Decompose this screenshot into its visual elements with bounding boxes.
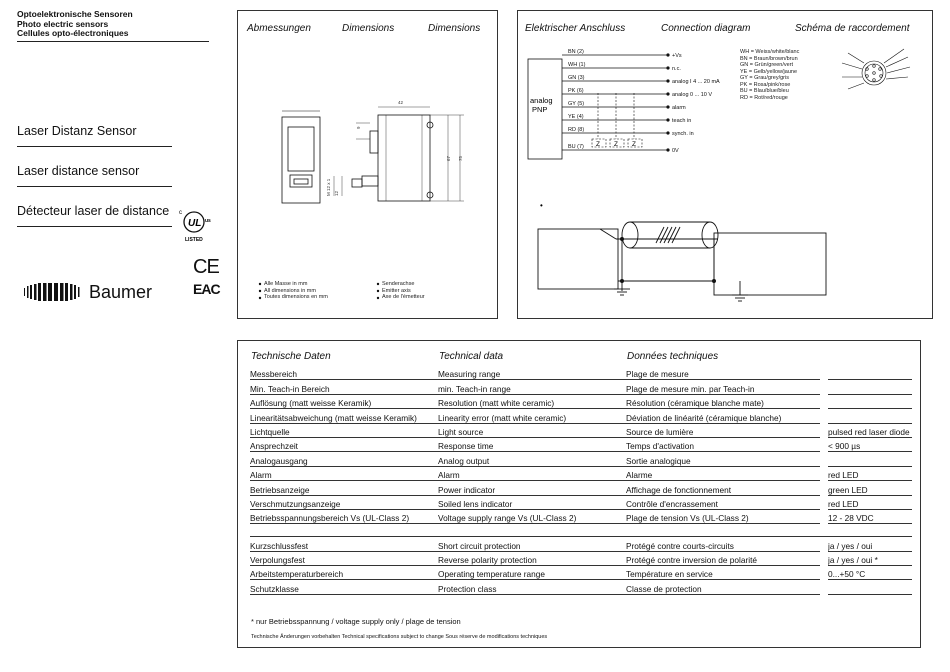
- cell-fr: Protégé contre inversion de polarité: [626, 551, 820, 565]
- cell-fr: Protégé contre courts-circuits: [626, 537, 820, 551]
- cell-gap: [820, 409, 828, 423]
- table-row: [250, 394, 912, 408]
- cell-en: Response time: [438, 437, 626, 451]
- zener-3: Z: [632, 141, 636, 148]
- cell-gap: [820, 509, 828, 523]
- svg-text:us: us: [205, 218, 211, 224]
- cell-de: Betriebsspannungsbereich Vs (UL-Class 2): [250, 509, 438, 523]
- cell-en: Measuring range: [438, 366, 626, 380]
- cell-gap: [820, 537, 828, 551]
- ul-listed-mark: [178, 208, 218, 244]
- wire-terminal: [667, 54, 669, 56]
- wire-signal: analog I 4 ... 20 mA: [672, 79, 720, 85]
- legend-left-de: Alle Masse in mm: [264, 281, 308, 287]
- cell-de: Lichtquelle: [250, 423, 438, 437]
- dimension-drawing: [238, 11, 497, 318]
- cell-en: Linearity error (matt white ceramic): [438, 409, 626, 423]
- svg-text:c: c: [179, 210, 182, 216]
- table-row: [250, 466, 912, 480]
- svg-text:M 12 x 1: M 12 x 1: [326, 178, 331, 196]
- wire-signal: 0V: [672, 148, 679, 154]
- cell-de: Messbereich: [250, 366, 438, 380]
- header-block: [17, 10, 209, 42]
- cell-fr: Sortie analogique: [626, 452, 820, 466]
- cell-val: [828, 366, 912, 380]
- wire-signal: synch. in: [672, 131, 694, 137]
- cell-de: Min. Teach-in Bereich: [250, 380, 438, 394]
- wire-terminal: [667, 93, 669, 95]
- cell-val: pulsed red laser diode: [828, 423, 912, 437]
- ce-mark: CE: [193, 256, 219, 278]
- legend-right-fr: Axe de l'émetteur: [382, 294, 425, 300]
- cell-val: [828, 380, 912, 394]
- wire-signal: teach in: [672, 118, 692, 124]
- cell-de: Verschmutzungsanzeige: [250, 495, 438, 509]
- conn-title-en: Connection diagram: [661, 23, 751, 34]
- table-row: [250, 551, 912, 565]
- cell-de: Linearitätsabweichung (matt weisse Keramik): [250, 409, 438, 423]
- svg-text:67: 67: [446, 155, 451, 161]
- wire-code: YE (4): [568, 114, 584, 120]
- cell-val: red LED: [828, 495, 912, 509]
- cell-val: 0...+50 °C: [828, 566, 912, 580]
- cell-val: ja / yes / oui: [828, 537, 912, 551]
- legend-ye: YE = Gelb/yellow/jaune: [740, 68, 798, 75]
- wire-terminal: [667, 119, 669, 121]
- table-row: [250, 437, 912, 451]
- cell-val: ja / yes / oui *: [828, 551, 912, 565]
- wire-signal: n.c.: [672, 66, 681, 72]
- cell-val: 12 - 28 VDC: [828, 509, 912, 523]
- cell-de: Arbeitstemperaturbereich: [250, 566, 438, 580]
- cell-en: min. Teach-in range: [438, 380, 626, 394]
- title-en: Laser distance sensor: [17, 164, 172, 187]
- cell-gap: [820, 566, 828, 580]
- cell-empty: [820, 524, 828, 537]
- wire-signal: alarm: [672, 105, 686, 111]
- cell-val: [828, 580, 912, 594]
- legend-gy: GY = Grau/grey/gris: [740, 75, 789, 81]
- cell-de: Alarm: [250, 466, 438, 480]
- cell-fr: Affichage de fonctionnement: [626, 481, 820, 495]
- legend-rd: RD = Rot/red/rouge: [740, 94, 788, 101]
- cell-gap: [820, 580, 828, 594]
- wire-terminal: [667, 149, 669, 151]
- table-row: [250, 495, 912, 509]
- cell-fr: Plage de tension Vs (UL-Class 2): [626, 509, 820, 523]
- wire-terminal: [667, 80, 669, 82]
- cell-en: Power indicator: [438, 481, 626, 495]
- cell-empty: [828, 524, 912, 537]
- legend-right-de: Senderachse: [382, 281, 415, 287]
- cell-val: [828, 394, 912, 408]
- wire-code: BN (2): [568, 49, 584, 55]
- cell-fr: Déviation de linéarité (céramique blanche): [626, 409, 820, 423]
- cell-val: red LED: [828, 466, 912, 480]
- wire-code: GY (5): [568, 101, 585, 107]
- wire-code: GN (3): [568, 75, 585, 81]
- dim-title-en: Dimensions: [342, 23, 395, 34]
- cell-fr: Plage de mesure: [626, 366, 820, 380]
- wire-signal: +Vs: [672, 53, 682, 59]
- baumer-logo-icon: [24, 283, 82, 301]
- header-line-en: Photo electric sensors: [17, 18, 109, 29]
- wire-code: BU (7): [568, 144, 584, 150]
- cell-en: Soiled lens indicator: [438, 495, 626, 509]
- legend-dimensions: [264, 281, 328, 301]
- table-row: [250, 423, 912, 437]
- wire-code: RD (8): [568, 127, 585, 133]
- cell-empty: [438, 524, 626, 537]
- cell-gap: [820, 466, 828, 480]
- zener-1: Z: [596, 141, 600, 148]
- cell-en: Protection class: [438, 580, 626, 594]
- table-row: [250, 509, 912, 523]
- ul-listed-label: LISTED: [185, 237, 203, 243]
- cell-en: Operating temperature range: [438, 566, 626, 580]
- footer-disclaimer: Technische Änderungen vorbehalten Technical specifications subject to change Sous réserve de modifications techniques: [251, 634, 548, 640]
- cell-en: Analog output: [438, 452, 626, 466]
- legend-bn: BN = Braun/brown/brun: [740, 55, 798, 62]
- cell-fr: Temps d'activation: [626, 437, 820, 451]
- connection-drawing: [518, 11, 932, 318]
- table-row: [250, 380, 912, 394]
- header-line-de: Optoelektronische Sensoren: [17, 9, 133, 19]
- cell-fr: Alarme: [626, 466, 820, 480]
- block-label-analog: analog: [530, 96, 553, 105]
- title-fr: Détecteur laser de distance: [17, 204, 172, 227]
- table-row: [250, 566, 912, 580]
- cell-de: Betriebsanzeige: [250, 481, 438, 495]
- cell-en: Short circuit protection: [438, 537, 626, 551]
- dim-title-de: Abmessungen: [247, 23, 311, 34]
- legend-pk: PK = Rosa/pink/rose: [740, 81, 791, 88]
- cell-gap: [820, 366, 828, 380]
- legend-gn: GN = Grün/green/vert: [740, 62, 794, 68]
- cell-fr: Température en service: [626, 566, 820, 580]
- conn-title-de: Elektrischer Anschluss: [525, 23, 626, 34]
- cell-gap: [820, 551, 828, 565]
- svg-text:42: 42: [398, 100, 404, 105]
- table-spacer-row: [250, 524, 912, 537]
- wire-code: WH (1): [568, 62, 586, 68]
- cell-de: Verpolungsfest: [250, 551, 438, 565]
- cell-gap: [820, 481, 828, 495]
- cell-gap: [820, 495, 828, 509]
- cell-en: Light source: [438, 423, 626, 437]
- cell-fr: Plage de mesure min. par Teach-in: [626, 380, 820, 394]
- table-row: [250, 481, 912, 495]
- cell-fr: Contrôle d'encrassement: [626, 495, 820, 509]
- cell-gap: [820, 437, 828, 451]
- cell-de: Kurzschlussfest: [250, 537, 438, 551]
- table-row: [250, 452, 912, 466]
- footnote: * nur Betriebsspannung / voltage supply only / plage de tension: [251, 617, 461, 626]
- wire-terminal: [667, 132, 669, 134]
- tech-header-fr: Données techniques: [627, 351, 719, 362]
- cell-de: Schutzklasse: [250, 580, 438, 594]
- svg-text:UL: UL: [188, 218, 202, 229]
- wire-code: PK (6): [568, 88, 584, 94]
- bullet-mark: •: [540, 201, 543, 210]
- wire-signal: analog 0 ... 10 V: [672, 92, 713, 98]
- wire-terminal: [667, 106, 669, 108]
- tech-header-en: Technical data: [439, 351, 504, 362]
- table-row: [250, 580, 912, 594]
- legend-bu: BU = Blau/blue/bleu: [740, 88, 789, 94]
- block-label-pnp: PNP: [532, 105, 548, 114]
- zener-2: Z: [614, 141, 618, 148]
- svg-text:75: 75: [458, 155, 463, 161]
- technical-data-table: [250, 366, 912, 595]
- legend-wh: WH = Weiss/white/blanc: [740, 49, 800, 55]
- legend-left-fr: Toutes dimensions en mm: [264, 294, 328, 300]
- connector-pin-icon: [842, 49, 910, 89]
- eac-mark: EAC: [193, 281, 220, 297]
- cell-val: [828, 452, 912, 466]
- dimensions-panel: [237, 10, 498, 319]
- table-row: [250, 409, 912, 423]
- table-row: [250, 537, 912, 551]
- wire-terminal: [667, 67, 669, 69]
- cell-gap: [820, 452, 828, 466]
- cell-val: < 900 µs: [828, 437, 912, 451]
- svg-text:12: 12: [334, 190, 339, 196]
- svg-text:9: 9: [356, 126, 361, 129]
- cell-gap: [820, 380, 828, 394]
- cell-gap: [820, 423, 828, 437]
- table-row: [250, 366, 912, 380]
- cell-en: Reverse polarity protection: [438, 551, 626, 565]
- dim-title-fr: Dimensions: [428, 23, 481, 34]
- legend-right-en: Emitter axis: [382, 287, 411, 294]
- legend-emitter: [382, 281, 425, 301]
- cell-fr: Classe de protection: [626, 580, 820, 594]
- cell-val: green LED: [828, 481, 912, 495]
- cell-fr: Résolution (céramique blanche mate): [626, 394, 820, 408]
- cell-val: [828, 409, 912, 423]
- cell-empty: [626, 524, 820, 537]
- connection-panel: [517, 10, 933, 319]
- legend-left-en: All dimensions in mm: [264, 287, 316, 294]
- cell-fr: Source de lumière: [626, 423, 820, 437]
- conn-title-fr: Schéma de raccordement: [795, 23, 910, 34]
- cell-de: Ansprechzeit: [250, 437, 438, 451]
- header-line-fr: Cellules opto-électroniques: [17, 28, 129, 38]
- brand-name: Baumer: [89, 282, 153, 302]
- cell-de: Analogausgang: [250, 452, 438, 466]
- cell-en: Alarm: [438, 466, 626, 480]
- cell-de: Auflösung (matt weisse Keramik): [250, 394, 438, 408]
- title-de: Laser Distanz Sensor: [17, 124, 172, 147]
- cell-gap: [820, 394, 828, 408]
- cell-en: Resolution (matt white ceramic): [438, 394, 626, 408]
- tech-header-de: Technische Daten: [251, 351, 331, 362]
- cell-en: Voltage supply range Vs (UL-Class 2): [438, 509, 626, 523]
- cell-empty: [250, 524, 438, 537]
